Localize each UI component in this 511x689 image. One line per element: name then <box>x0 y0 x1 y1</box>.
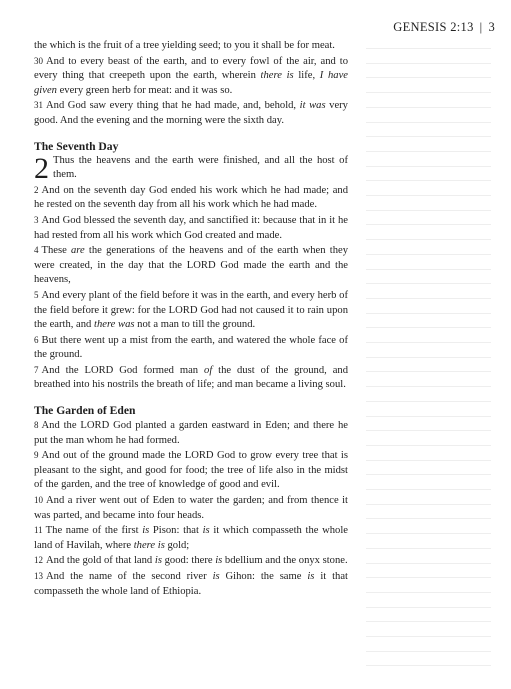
margin-rule-line <box>366 460 491 461</box>
margin-rule-line <box>366 92 491 93</box>
margin-rule-line <box>366 48 491 49</box>
margin-rule-line <box>366 313 491 314</box>
margin-rule-line <box>366 445 491 446</box>
margin-rule-line <box>366 430 491 431</box>
margin-rule-line <box>366 122 491 123</box>
verse-number: 9 <box>34 450 39 461</box>
verse-number: 5 <box>34 289 39 300</box>
margin-rule-line <box>366 77 491 78</box>
margin-rule-line <box>366 474 491 475</box>
margin-rule-line <box>366 63 491 64</box>
verse-7: 7 And the LORD God formed man of the dust of the ground, and breathed into his nostrils the breath of life; and man became a living soul. <box>34 364 348 391</box>
page-number: 3 <box>488 20 495 34</box>
margin-rule-line <box>366 518 491 519</box>
verse-5: 5 And every plant of the field before it was in the earth, and every herb of the field before it grew: for the LORD God had not caused it to rain upon the earth, and there was not a man to till the ground. <box>34 289 348 331</box>
verse-number: 10 <box>34 495 43 506</box>
margin-rule-line <box>366 107 491 108</box>
verse-31: 31 And God saw every thing that he had made, and, behold, it was very good. And the evening and the morning were the sixth day. <box>34 100 348 126</box>
verse-number: 13 <box>34 571 43 581</box>
verse-1: 2 Thus the heavens and the earth were finished, and all the host of them. <box>34 151 348 185</box>
verse-number: 6 <box>34 334 39 345</box>
verse-number: 12 <box>34 555 43 566</box>
verse-2: 2 And on the seventh day God ended his work which he had made; and he rested on the seventh day from all his work which he had made. <box>34 184 348 211</box>
margin-rule-line <box>366 607 491 608</box>
margin-rule-line <box>366 180 491 181</box>
margin-rule-line <box>366 371 491 372</box>
section-heading-seventh-day: The Seventh Day <box>34 139 119 153</box>
verse-number: 7 <box>34 364 39 375</box>
margin-rule-line <box>366 269 491 270</box>
margin-rule-line <box>366 533 491 534</box>
verse-number: 2 <box>34 184 39 195</box>
verse-number: 30 <box>34 55 43 66</box>
margin-rule-line <box>366 210 491 211</box>
verse-9: 9 And out of the ground made the LORD God to grow every tree that is pleasant to the sight, and good for food; the tree of life also in the midst of the garden, and the tree of knowledge of good and evil. <box>34 450 348 491</box>
margin-rule-line <box>366 636 491 637</box>
margin-rule-line <box>366 357 491 358</box>
verse-11: 11 The name of the first is Pison: that is it which compasseth the whole land of Havilah, where there is gold; <box>34 525 348 551</box>
margin-rule-line <box>366 151 491 152</box>
verse-13: 13 And the name of the second river is Gihon: the same is it that compasseth the whole land of Ethiopia. <box>34 571 348 597</box>
margin-rule-line <box>366 386 491 387</box>
margin-rule-line <box>366 283 491 284</box>
verse-number: 11 <box>34 525 43 536</box>
verse-30: 30 And to every beast of the earth, and to every fowl of the air, and to every thing that creepeth upon the earth, wherein there is life, I have given every green herb for meat: and it was so. <box>34 55 348 96</box>
verse-4: 4 These are the generations of the heavens and of the earth when they were created, in the day that the LORD God made the earth and the heavens, <box>34 245 348 286</box>
margin-rule-line <box>366 416 491 417</box>
margin-rule-line <box>366 489 491 490</box>
verse-6: 6 But there went up a mist from the earth, and watered the whole face of the ground. <box>34 334 348 361</box>
header-separator: | <box>479 20 483 34</box>
margin-rule-line <box>366 548 491 549</box>
margin-rule-line <box>366 621 491 622</box>
margin-rule-line <box>366 592 491 593</box>
verse-number: 31 <box>34 100 43 111</box>
margin-rule-line <box>366 136 491 137</box>
margin-rule-line <box>366 239 491 240</box>
verse-number: 4 <box>34 245 39 256</box>
section-heading-garden-of-eden: The Garden of Eden <box>34 404 136 418</box>
margin-rule-line <box>366 166 491 167</box>
verse-number: 8 <box>34 420 39 431</box>
margin-rule-line <box>366 254 491 255</box>
verse-number: 3 <box>34 214 39 225</box>
chapter-number: 2 <box>34 151 49 185</box>
verse-10: 10 And a river went out of Eden to water the garden; and from thence it was parted, and became into four heads. <box>34 495 348 521</box>
margin-rule-line <box>366 577 491 578</box>
margin-rule-line <box>366 298 491 299</box>
book-reference: GENESIS 2:13 <box>393 20 474 34</box>
margin-rule-line <box>366 224 491 225</box>
margin-rule-line <box>366 195 491 196</box>
verse-continuation: the which is the fruit of a tree yielding seed; to you it shall be for meat. <box>34 40 335 51</box>
margin-rule-line <box>366 665 491 666</box>
margin-rule-line <box>366 504 491 505</box>
verse-3: 3 And God blessed the seventh day, and sanctified it: because that in it he had rested from all his work which God created and made. <box>34 214 348 241</box>
margin-rule-line <box>366 651 491 652</box>
margin-rule-line <box>366 327 491 328</box>
margin-rule-line <box>366 563 491 564</box>
margin-rule-line <box>366 401 491 402</box>
verse-12: 12 And the gold of that land is good: there is bdellium and the onyx stone. <box>34 555 348 567</box>
verse-8: 8 And the LORD God planted a garden eastward in Eden; and there he put the man whom he had formed. <box>34 420 348 446</box>
margin-rule-line <box>366 342 491 343</box>
